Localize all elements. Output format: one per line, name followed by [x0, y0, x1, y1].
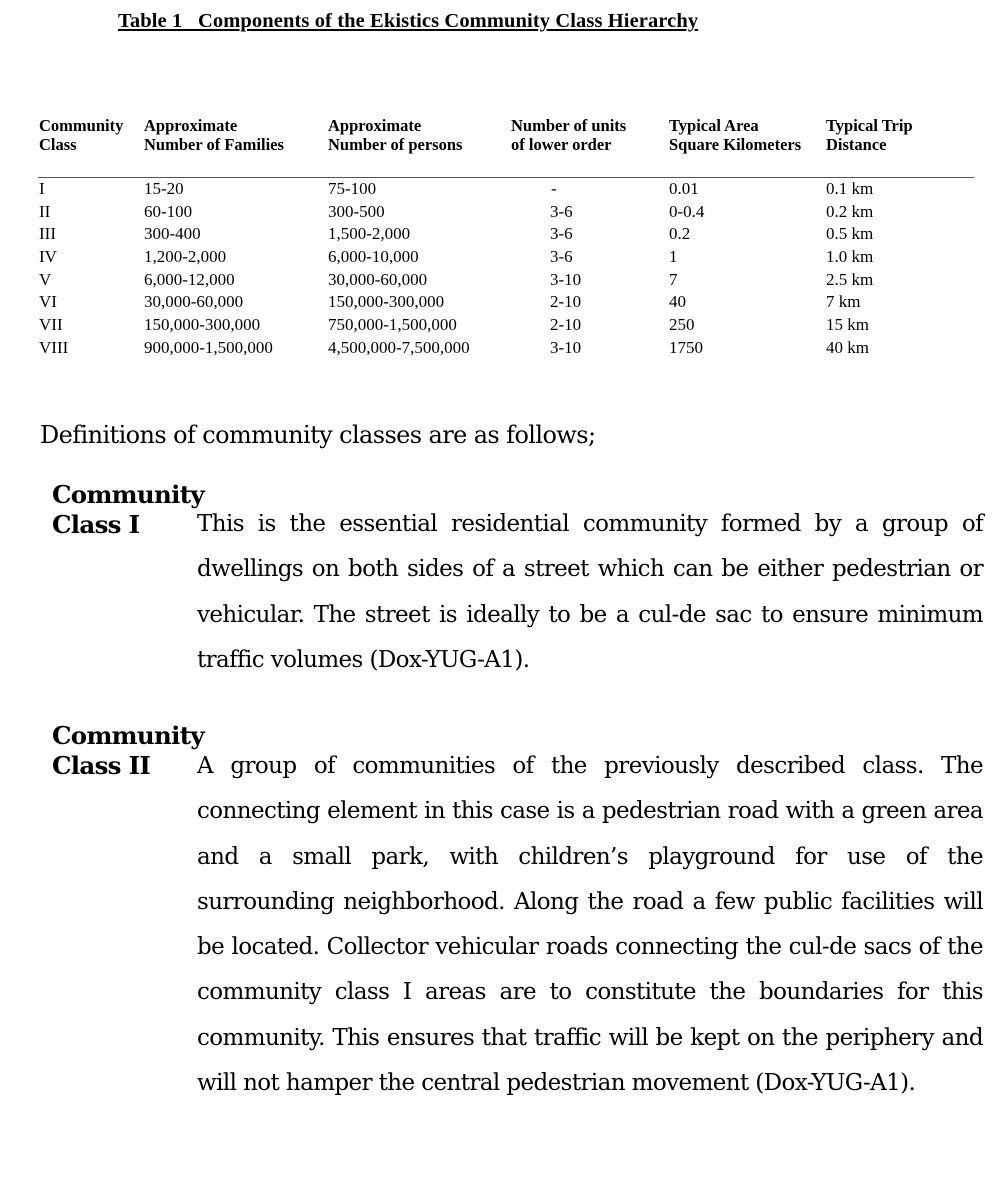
cell-families: 60-100	[144, 201, 193, 221]
cell-class: V	[39, 269, 52, 289]
cell-units-lower-order: 3-6	[550, 201, 573, 221]
cell-persons: 300-500	[328, 201, 385, 221]
cell-area: 0.2	[669, 224, 691, 244]
cell-persons: 30,000-60,000	[328, 269, 428, 289]
cell-area: 1	[669, 247, 678, 267]
cell-families: 1,200-2,000	[144, 247, 227, 267]
cell-class: IV	[39, 247, 57, 267]
cell-units-lower-order: 2-10	[550, 315, 582, 335]
table-row	[38, 337, 974, 360]
cell-families: 30,000-60,000	[144, 292, 244, 312]
cell-trip-distance: 1.0 km	[826, 247, 874, 267]
definition-term-class-ii: Community Class II	[52, 721, 204, 780]
header-number-of-persons: Approximate Number of persons	[328, 116, 463, 154]
cell-trip-distance: 0.1 km	[826, 179, 874, 198]
header-community-class: Community Class	[39, 116, 124, 154]
table-row	[38, 314, 974, 337]
table-title: Table 1 Components of the Ekistics Community Class Hierarchy	[118, 10, 699, 32]
header-number-of-families: Approximate Number of Families	[144, 116, 284, 154]
definition-text-class-i: This is the essential residential community formed by a group of dwellings on both sides of a street which can be either pedestrian or vehicular. The street is ideally to be a cul-de sac to ensure minimum traffic volumes (Dox-YUG-A1).	[197, 511, 983, 673]
header-typical-area: Typical Area Square Kilometers	[669, 116, 802, 154]
ekistics-table	[38, 116, 974, 357]
cell-area: 40	[669, 292, 686, 312]
cell-class: III	[39, 224, 56, 244]
cell-trip-distance: 0.5 km	[826, 224, 874, 244]
cell-area: 1750	[669, 337, 703, 357]
cell-trip-distance: 7 km	[826, 292, 861, 312]
table-header	[38, 116, 974, 174]
cell-families: 6,000-12,000	[144, 269, 235, 289]
definition-term-class-i: Community Class I	[52, 480, 204, 539]
cell-area: 0-0.4	[669, 201, 705, 221]
cell-trip-distance: 40 km	[826, 337, 869, 357]
cell-class: VIII	[39, 337, 69, 357]
definition-text-class-ii: A group of communities of the previously described class. The connecting element in this case is a pedestrian road with a green area and a small park, with children’s playground for use of the surrounding neighborhood. Along the road a few public facilities will be located. Collector vehicular roads connecting the cul-de sacs of the community class I areas are to constitute the boundaries for this community. This ensures that traffic will be kept on the periphery and will not hamper the central pedestrian movement (Dox-YUG-A1).	[197, 753, 983, 1097]
cell-class: I	[39, 179, 45, 198]
cell-families: 300-400	[144, 224, 201, 244]
cell-persons: 75-100	[328, 179, 377, 198]
cell-persons: 4,500,000-7,500,000	[328, 337, 470, 357]
cell-families: 150,000-300,000	[144, 315, 261, 335]
cell-area: 7	[669, 269, 678, 289]
definitions-intro: Definitions of community classes are as follows;	[40, 421, 596, 449]
cell-families: 900,000-1,500,000	[144, 337, 273, 357]
cell-units-lower-order: 2-10	[550, 292, 582, 312]
table-row	[38, 201, 974, 224]
table-body	[38, 178, 974, 360]
table-row	[38, 291, 974, 314]
cell-units-lower-order: 3-6	[550, 247, 573, 267]
cell-class: VII	[39, 315, 63, 335]
cell-persons: 6,000-10,000	[328, 247, 419, 267]
header-units-lower-order: Number of units of lower order	[511, 116, 627, 154]
cell-class: VI	[39, 292, 57, 312]
cell-units-lower-order: -	[551, 179, 557, 198]
cell-units-lower-order: 3-6	[550, 224, 573, 244]
table-row	[38, 269, 974, 292]
header-trip-distance: Typical Trip Distance	[826, 116, 913, 154]
cell-trip-distance: 2.5 km	[826, 269, 874, 289]
cell-class: II	[39, 201, 51, 221]
cell-persons: 750,000-1,500,000	[328, 315, 457, 335]
cell-persons: 150,000-300,000	[328, 292, 445, 312]
cell-trip-distance: 15 km	[826, 315, 869, 335]
cell-area: 250	[669, 315, 695, 335]
cell-area: 0.01	[669, 179, 699, 198]
table-row	[38, 178, 974, 201]
cell-units-lower-order: 3-10	[550, 337, 582, 357]
cell-trip-distance: 0.2 km	[826, 201, 874, 221]
table-row	[38, 223, 974, 246]
table-row	[38, 246, 974, 269]
cell-families: 15-20	[144, 179, 184, 198]
cell-units-lower-order: 3-10	[550, 269, 582, 289]
cell-persons: 1,500-2,000	[328, 224, 411, 244]
